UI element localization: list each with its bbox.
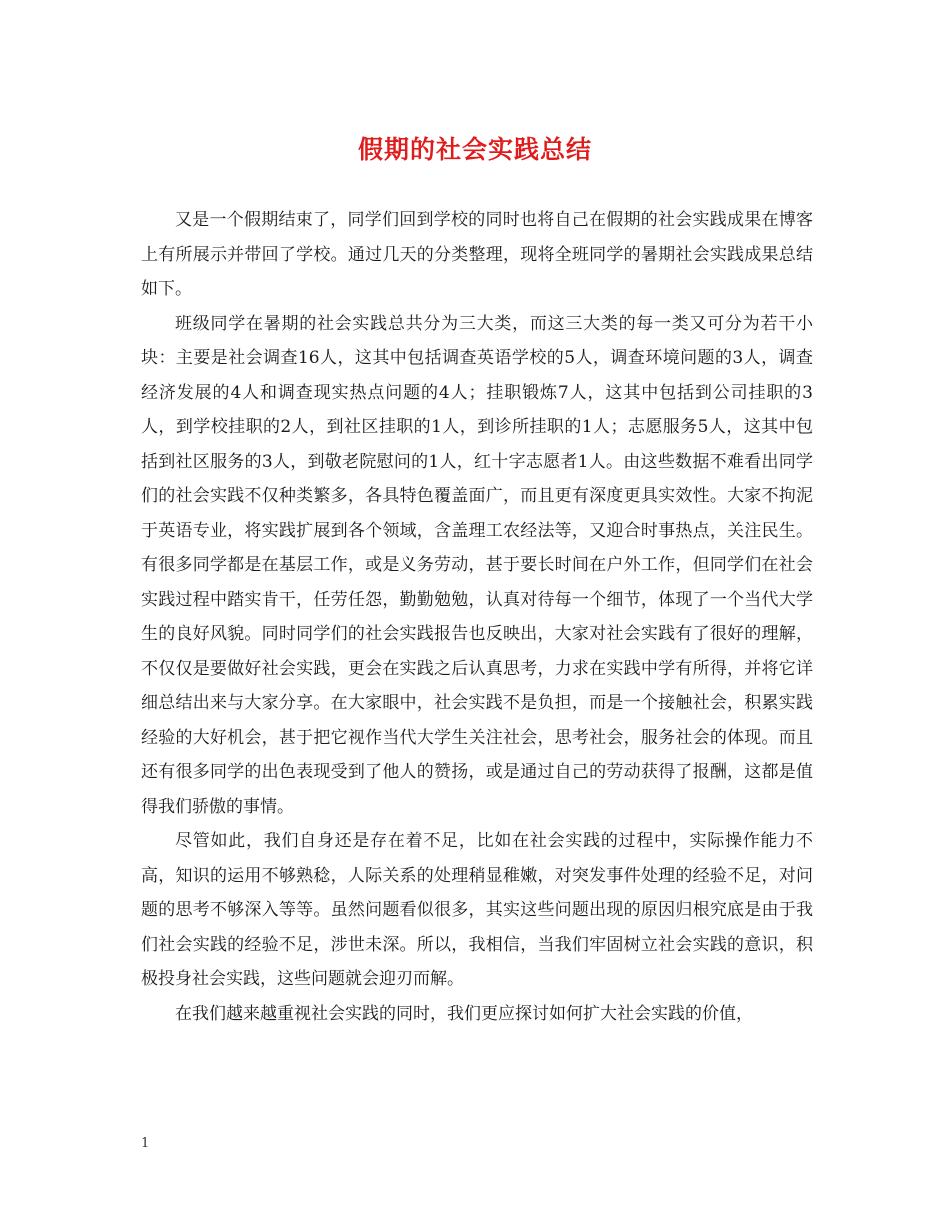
paragraph-4: 在我们越来越重视社会实践的同时，我们更应探讨如何扩大社会实践的价值，	[175, 1003, 753, 1024]
paragraph-3: 尽管如此，我们自身还是存在着不足，比如在社会实践的过程中，实际操作能力不高，知识的运用不够熟稔，人际关系的处理稍显稚嫩，对突发事件处理的经验不足，对问题的思考不够深入等等。虽然问题看似很多，其实这些问题出现的原因归根究底是由于我们社会实践的经验不足，涉世未深。所以，我相信，当我们牢固树立社会实践的意识，积极投身社会实践，这些问题就会迎刃而解。	[141, 831, 813, 989]
page-number: 1	[141, 1136, 150, 1151]
paragraph-1: 又是一个假期结束了，同学们回到学校的同时也将自己在假期的社会实践成果在博客上有所展示并带回了学校。通过几天的分类整理，现将全班同学的暑期社会实践成果总结如下。	[141, 210, 813, 299]
paragraph-2: 班级同学在暑期的社会实践总共分为三大类，而这三大类的每一类又可分为若干小块：主要是社会调查16人，这其中包括调查英语学校的5人，调查环境问题的3人，调查经济发展的4人和调查现实热点问题的4人；挂职锻炼7人，这其中包括到公司挂职的3人，到学校挂职的2人，到社区挂职的1人，到诊所挂职的1人；志愿服务5人，这其中包括到社区服务的3人，到敬老院慰问的1人，红十字志愿者1人。由这些数据不难看出同学们的社会实践不仅种类繁多，各具特色覆盖面广，而且更有深度更具实效性。大家不拘泥于英语专业，将实践扩展到各个领域，含盖理工农经法等，又迎合时事热点，关注民生。有很多同学都是在基层工作，或是义务劳动，甚于要长时间在户外工作，但同学们在社会实践过程中踏实肯干，任劳任怨，勤勤勉勉，认真对待每一个细节，体现了一个当代大学生的良好风貌。同时同学们的社会实践报告也反映出，大家对社会实践有了很好的理解，不仅仅是要做好社会实践，更会在实践之后认真思考，力求在实践中学有所得，并将它详细总结出来与大家分享。在大家眼中，社会实践不是负担，而是一个接触社会，积累实践经验的大好机会，甚于把它视作当代大学生关注社会，思考社会，服务社会的体现。而且还有很多同学的出色表现受到了他人的赞扬，或是通过自己的劳动获得了报酬，这都是值得我们骄傲的事情。	[141, 313, 813, 817]
document-title: 假期的社会实践总结	[357, 135, 592, 164]
document-body	[141, 203, 813, 1031]
